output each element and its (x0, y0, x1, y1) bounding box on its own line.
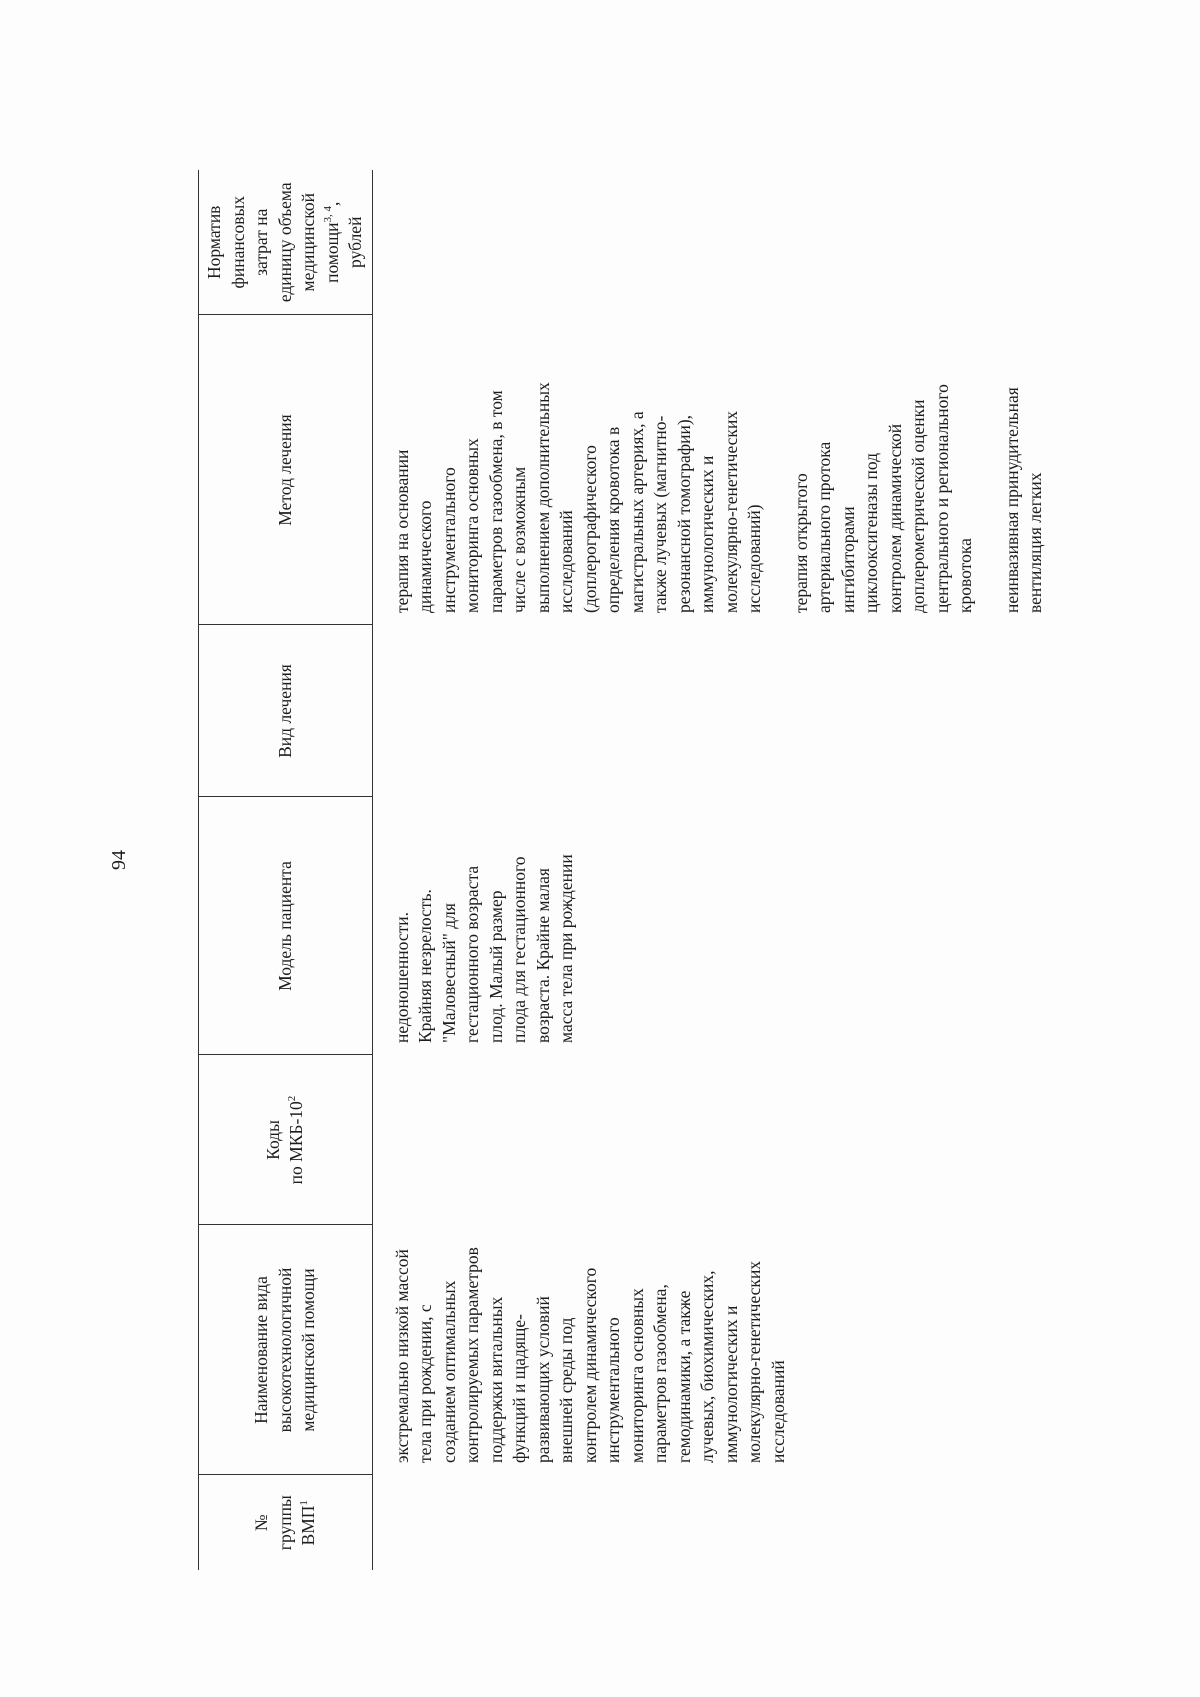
cell-treatment-type (372, 625, 1071, 797)
cell-cost (372, 170, 1071, 315)
table-row (372, 170, 1071, 1570)
header-codes: Коды по МКБ-$10^2$ (199, 1055, 373, 1225)
header-treatment-method: Метод лечения (199, 315, 373, 625)
cell-patient-model: недоношенности. Крайняя незрелость. "Маловесный" для гестационного возраста плод. Малый размер плода для гестационного возраста. Крайне малая масса тела при рождении (391, 854, 576, 1043)
cell-treatment-method (372, 315, 1071, 625)
cell-name: экстремально низкой массой тела при рождении, с созданием оптимальных контролируемых параметров поддержки витальных функций и щадяще- развивающих условий внешней среды под контролем динамического инструментального мониторинга основных параметров газообмена, гемодинамики, а также лучевых, биохимических, иммунологических и молекулярно-генетических исследований (391, 1247, 788, 1463)
header-treatment-type: Вид лечения (199, 625, 373, 797)
cell-codes (372, 1055, 1071, 1225)
method-block: неинвазивная принудительная вентиляция легких (1001, 387, 1045, 613)
table-header-row (199, 170, 373, 1570)
header-cost: Норматив финансовых затрат на единицу объема медицинской помощи$^{3, 4}$, рублей (199, 170, 373, 315)
method-block: терапия открытого артериального протока ингибиторами циклооксигеназы под контролем динамической доплерометрической оценки центрального и регионального кровотока (790, 384, 975, 613)
header-group-no: № группы ВМП$^1$ (199, 1475, 373, 1570)
vmp-table (198, 170, 1071, 1570)
document-page (50, 60, 1150, 1660)
method-block: терапия на основании динамического инструментального мониторинга основных параметров газообмена, в том числе с возможным выполнением дополнительных исследований (доплерографического определения кровотока в магистральных артериях, а также лучевых (магнитно- резонансной томографии), иммунологических и молекулярно-генетических исследований) (391, 382, 764, 613)
header-patient-model: Модель пациента (199, 797, 373, 1055)
header-name: Наименование вида высокотехнологичной медицинской помощи (199, 1225, 373, 1475)
page-number: 94 (108, 850, 130, 870)
cell-group-no (372, 1475, 1071, 1570)
